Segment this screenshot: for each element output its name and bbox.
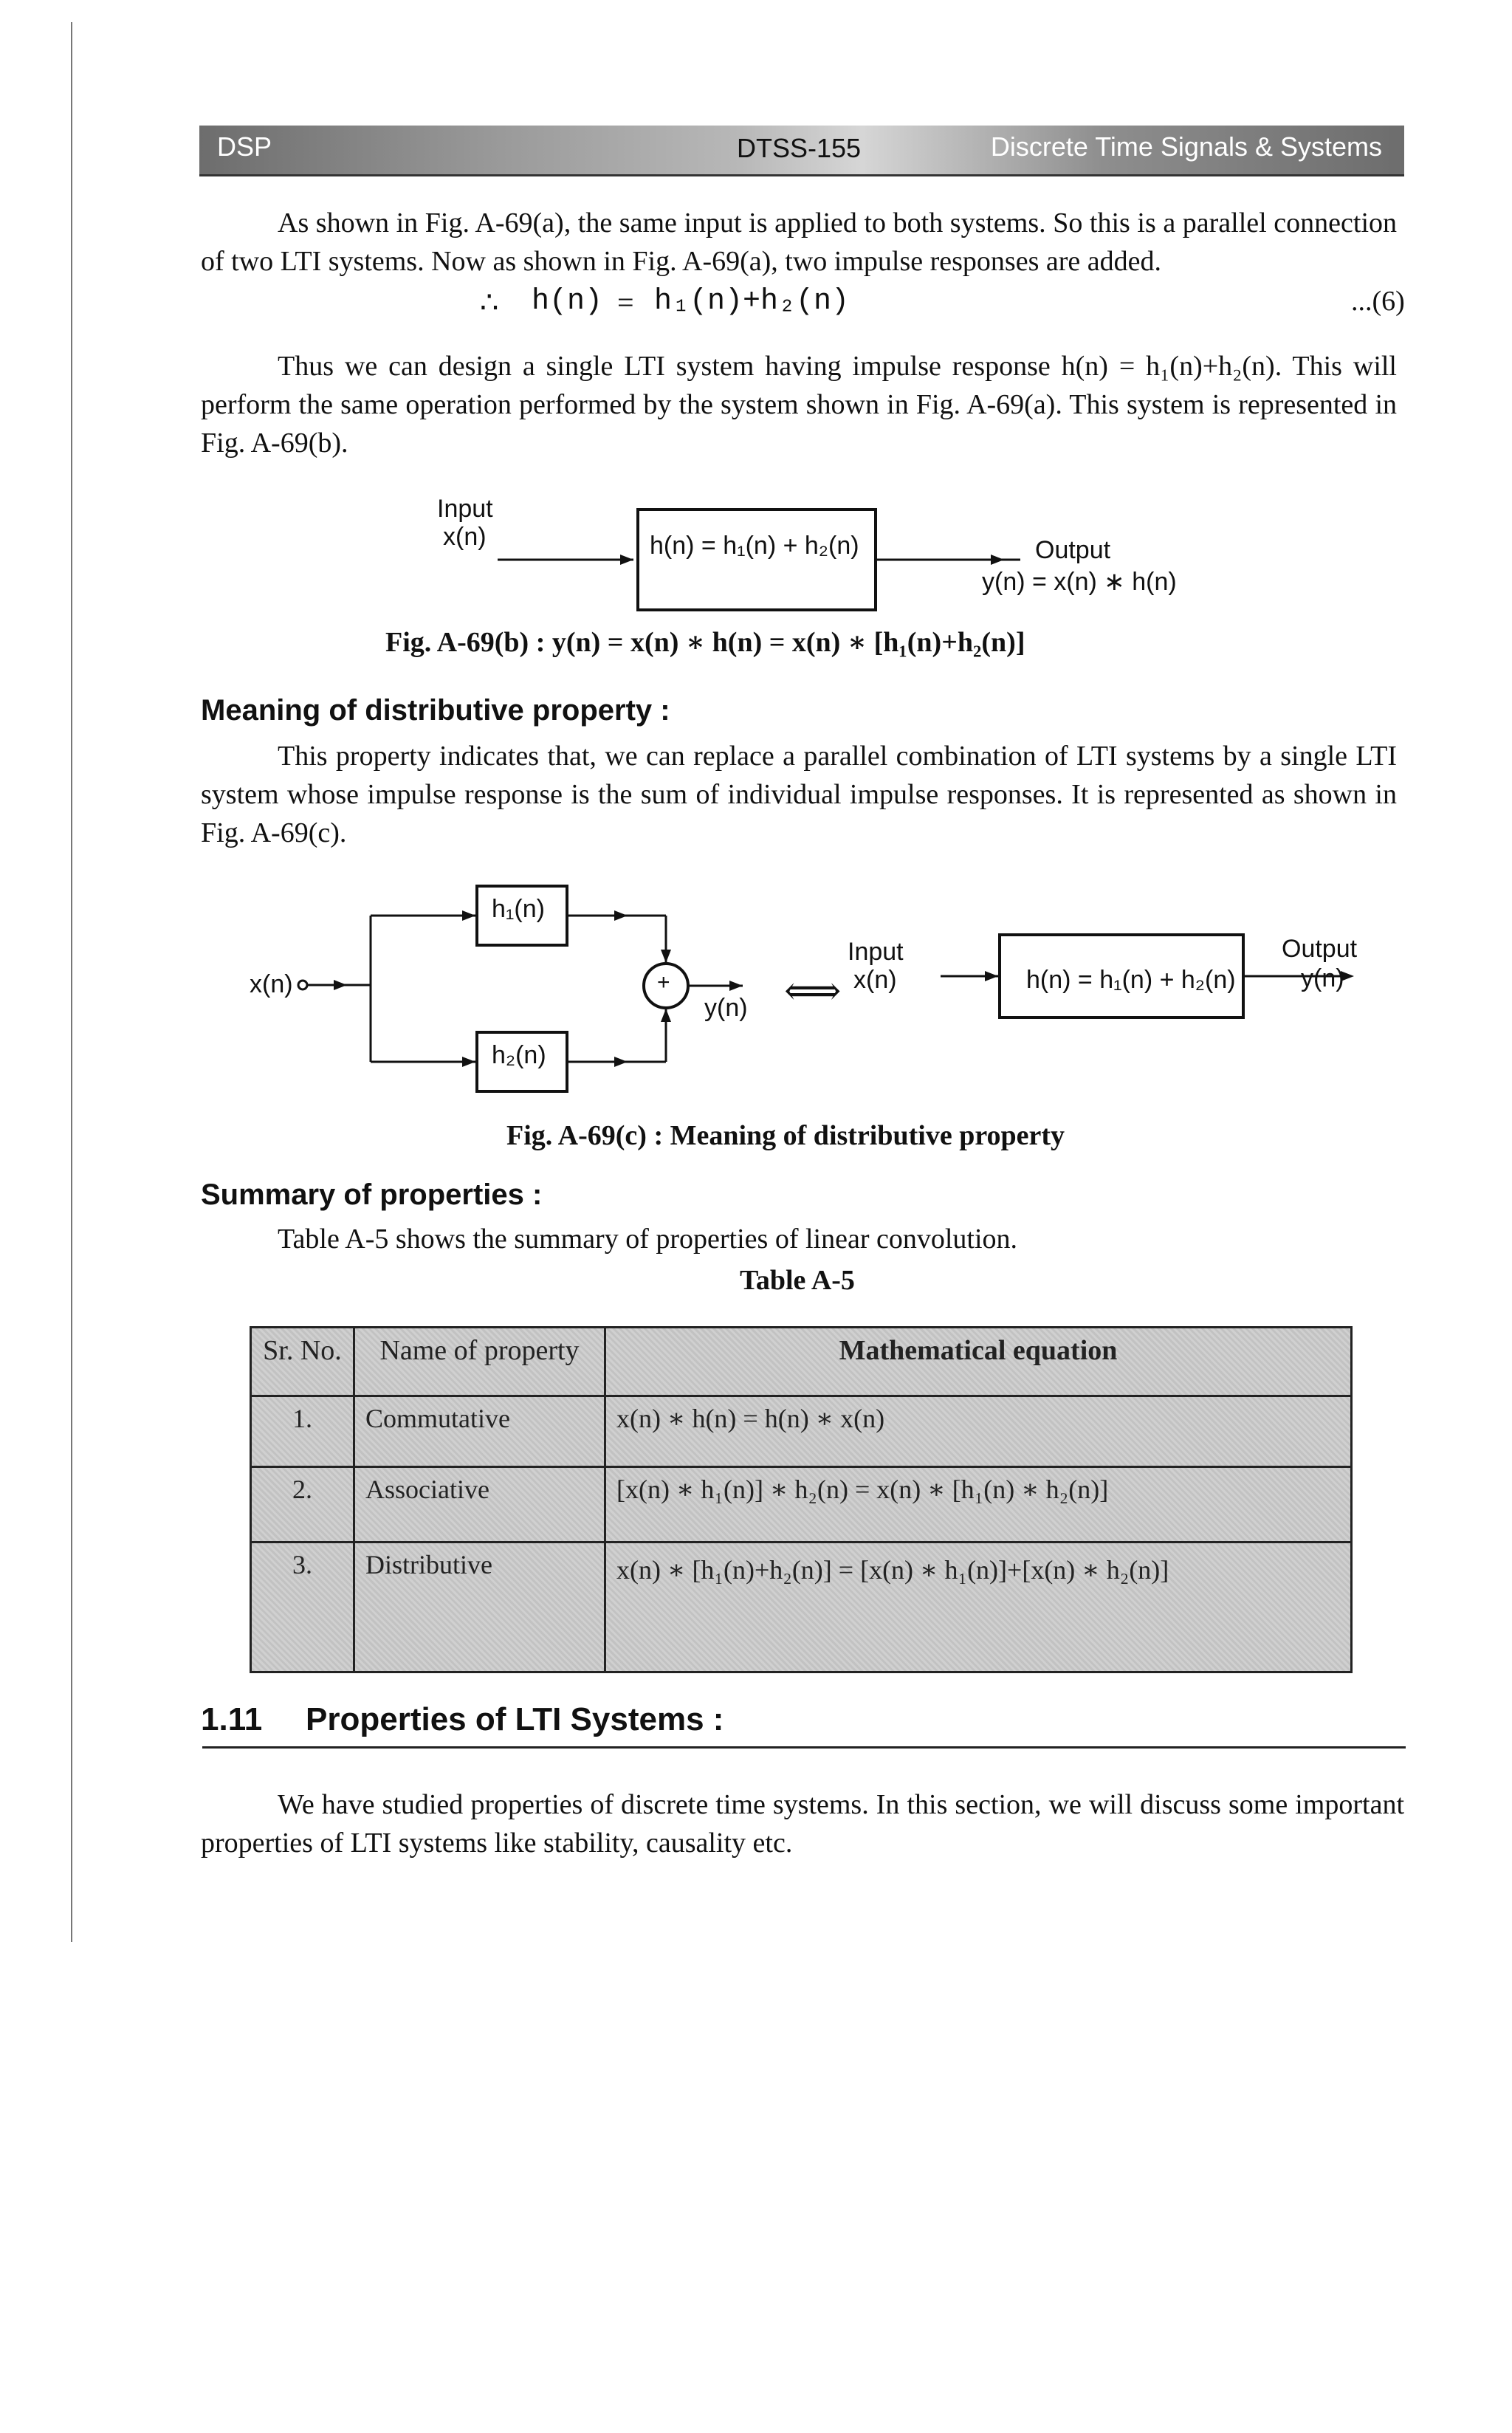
section-number: 1.11	[201, 1701, 263, 1737]
figc-h1-out-arrow-icon	[614, 910, 628, 921]
figc-upper-arrow-icon	[462, 910, 475, 921]
figc-x-label: x(n)	[250, 970, 293, 998]
header-equation: Mathematical equation	[605, 1328, 1352, 1396]
cell-equation: x(n) ∗ h(n) = h(n) ∗ x(n)	[605, 1396, 1352, 1466]
cell-sr-no: 3.	[251, 1542, 354, 1672]
figb-output-arrow-icon	[991, 555, 1004, 565]
cell-property: Commutative	[354, 1396, 605, 1466]
header-left: DSP	[217, 131, 272, 162]
properties-table	[250, 1326, 1353, 1673]
equation-equals: =	[617, 286, 634, 319]
figc-output-var: y(n)	[1301, 964, 1344, 992]
figc-right-input-var: x(n)	[853, 966, 897, 994]
figc-caption: Fig. A-69(c) : Meaning of distributive property	[506, 1120, 1065, 1151]
cell-property: Associative	[354, 1466, 605, 1542]
heading-summary: Summary of properties :	[201, 1178, 543, 1211]
figb-output-label: Output	[1035, 536, 1111, 564]
section-rule	[202, 1746, 1406, 1749]
figc-right-input-arrow-icon	[985, 971, 998, 981]
cell-sr-no: 1.	[251, 1396, 354, 1466]
cell-property: Distributive	[354, 1542, 605, 1672]
figb-box-label: h(n) = h₁(n) + h₂(n)	[650, 532, 859, 560]
figc-lower-arrow-icon	[462, 1057, 475, 1067]
figc-box-label: h(n) = h₁(n) + h₂(n)	[1026, 966, 1236, 994]
header-page-number: DTSS-155	[737, 133, 862, 163]
therefore-symbol: ∴	[480, 286, 499, 319]
paragraph-table-intro: Table A-5 shows the summary of properties of linear convolution.	[278, 1224, 1018, 1255]
figc-y-label: y(n)	[704, 994, 748, 1022]
paragraph-distributive-meaning: This property indicates that, we can replace a parallel combination of LTI systems by a single LTI system whose impulse response is the sum of individual impulse responses. It is represented as shown in Fig. A-69(c).	[201, 741, 1397, 848]
figc-sum-top-arrow-icon	[661, 950, 671, 963]
figc-sum-bottom-arrow-icon	[661, 1009, 671, 1022]
figc-right-input-label: Input	[848, 938, 904, 966]
equation-rhs: h₁(n)+h₂(n)	[654, 285, 850, 318]
table-row	[251, 1542, 1352, 1672]
figc-h2-out-arrow-icon	[614, 1057, 628, 1067]
equivalence-arrow-icon: ⟺	[784, 969, 842, 1013]
paragraph-lti-properties: We have studied properties of discrete time systems. In this section, we will discuss some important properties of LTI systems like stability, causality etc.	[201, 1789, 1404, 1859]
header-sr-no: Sr. No.	[251, 1328, 354, 1396]
paragraph-parallel-connection: As shown in Fig. A-69(a), the same input is applied to both systems. So this is a parallel connection of two LTI systems. Now as shown in Fig. A-69(a), two impulse responses are added.	[201, 207, 1397, 277]
figb-input-label: Input	[437, 495, 493, 523]
figb-input-var: x(n)	[443, 523, 487, 551]
header-name: Name of property	[354, 1328, 605, 1396]
figb-output-equation: y(n) = x(n) ∗ h(n)	[982, 568, 1177, 596]
section-title: Properties of LTI Systems :	[306, 1701, 724, 1737]
table-title: Table A-5	[740, 1265, 855, 1296]
running-header	[199, 126, 1404, 176]
figc-input-arrow-icon	[334, 980, 347, 990]
cell-equation: [x(n) ∗ h₁(n)] ∗ h₂(n) = x(n) ∗ [h₁(n) ∗ h₂(n)]	[605, 1466, 1352, 1542]
figc-input-node	[298, 981, 307, 989]
heading-distributive: Meaning of distributive property :	[201, 694, 670, 727]
header-chapter: Discrete Time Signals & Systems	[990, 131, 1382, 162]
figc-h2-label: h₂(n)	[492, 1041, 546, 1069]
cell-equation: x(n) ∗ [h₁(n)+h₂(n)] = [x(n) ∗ h₁(n)]+[x(n) ∗ h₂(n)]	[605, 1542, 1352, 1672]
figc-plus-sign: +	[657, 970, 670, 995]
paragraph-single-lti: Thus we can design a single LTI system having impulse response h(n) = h₁(n)+h₂(n). This will perform the same operation performed by the system shown in Fig. A-69(a). This system is represented in Fig. A-69(b).	[201, 351, 1397, 459]
table-header-row	[251, 1328, 1352, 1396]
table-row	[251, 1466, 1352, 1542]
figb-input-arrow-icon	[620, 555, 633, 565]
figc-output-label: Output	[1282, 935, 1358, 963]
cell-sr-no: 2.	[251, 1466, 354, 1542]
figb-caption: Fig. A-69(b) : y(n) = x(n) ∗ h(n) = x(n) ∗ [h₁(n)+h₂(n)]	[385, 627, 1025, 658]
scan-margin-line	[71, 22, 72, 1942]
figc-h1-label: h₁(n)	[492, 895, 545, 923]
equation-number: ...(6)	[1351, 286, 1405, 317]
figc-sum-out-arrow-icon	[729, 981, 743, 991]
table-row	[251, 1396, 1352, 1466]
equation-lhs: h(n)	[532, 285, 603, 318]
